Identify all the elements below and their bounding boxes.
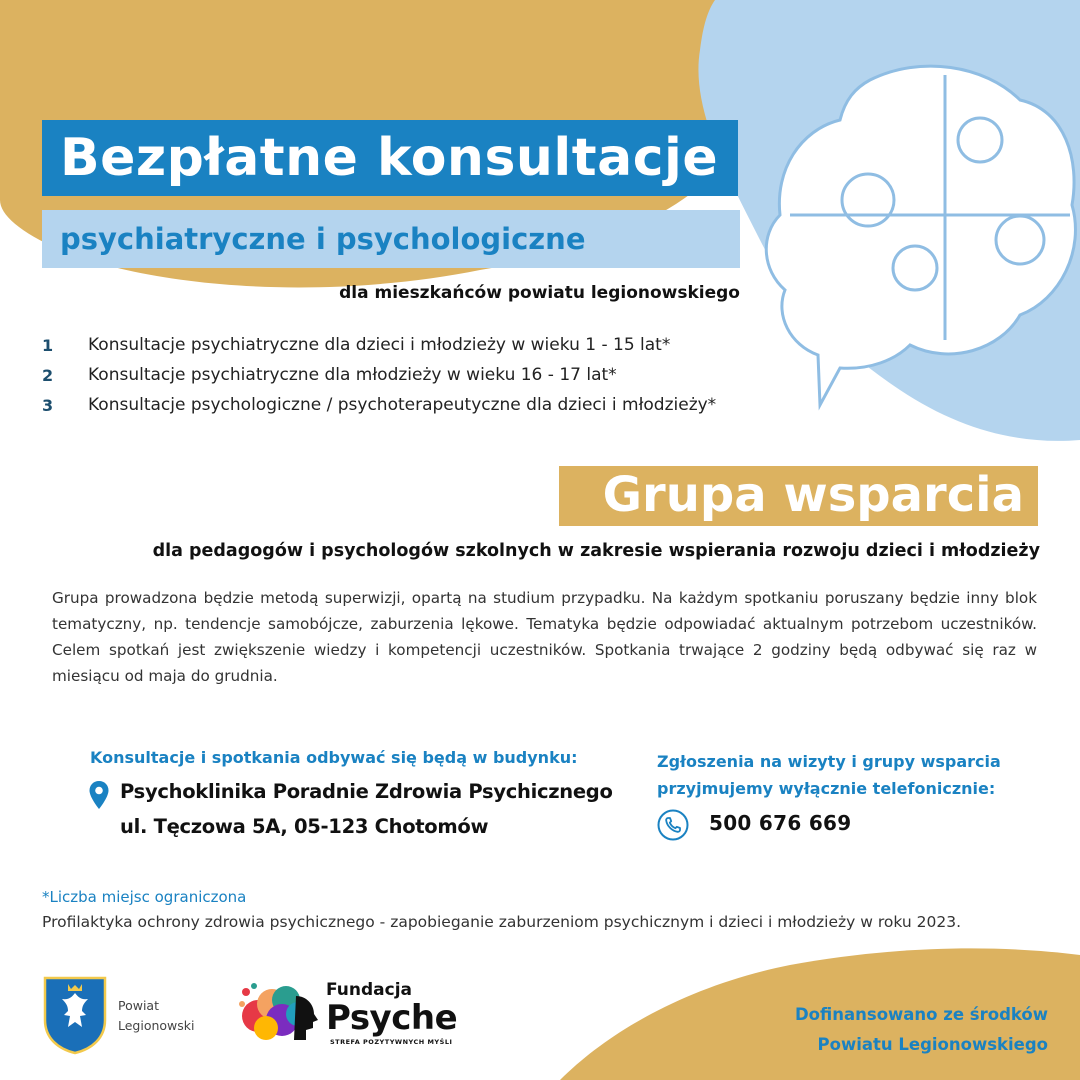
psyche-logo-line1: Fundacja [326, 980, 412, 1000]
powiat-crest-logo [42, 975, 108, 1055]
phone-number[interactable]: 500 676 669 [709, 811, 852, 835]
support-group-title: Grupa wsparcia [559, 466, 1038, 526]
funding-line1: Dofinansowano ze środków [794, 1005, 1048, 1024]
list-text: Konsultacje psychiatryczne dla dzieci i młodzieży w wieku 1 - 15 lat* [88, 335, 671, 355]
list-number: 3 [42, 395, 54, 415]
list-text: Konsultacje psychiatryczne dla młodzieży w wieku 16 - 17 lat* [88, 365, 617, 385]
powiat-logo-text [118, 996, 208, 1036]
psyche-logo-tagline: STREFA POZYTYWNYCH MYŚLI [330, 1038, 453, 1046]
venue-address: ul. Tęczowa 5A, 05-123 Chotomów [120, 815, 489, 838]
powiat-line1: Powiat [118, 998, 159, 1013]
funding-text [795, 1000, 1048, 1060]
consultation-list [42, 330, 802, 420]
footnote: *Liczba miejsc ograniczona [42, 888, 247, 906]
phone-icon [657, 809, 689, 841]
list-item [42, 390, 802, 420]
venue-label: Konsultacje i spotkania odbywać się będą w budynku: [90, 748, 578, 767]
psyche-logo-art [238, 978, 322, 1044]
powiat-line2: Legionowski [118, 1018, 195, 1033]
support-group-subtitle: dla pedagogów i psychologów szkolnych w zakresie wspierania rozwoju dzieci i młodzieży [152, 541, 1040, 561]
list-text: Konsultacje psychologiczne / psychoterapeutyczne dla dzieci i młodzieży* [88, 395, 717, 415]
main-title: Bezpłatne konsultacje [42, 120, 738, 196]
program-name: Profilaktyka ochrony zdrowia psychicznego - zapobieganie zaburzeniom psychicznym i dzieci i młodzieży w roku 2023. [42, 913, 961, 931]
support-group-description: Grupa prowadzona będzie metodą superwizji, opartą na studium przypadku. Na każdym spotkaniu poruszany będzie inny blok tematyczny, np. tendencje samobójcze, zaburzenia lękowe. Tematyka będzie odpowiadać aktualnym potrzebom uczestników. Celem spotkań jest zwiększenie wiedzy i kompetencji uczestników. Spotkania trwające 2 godziny będą odbywać się raz w miesiącu od maja do grudnia. [52, 589, 1037, 685]
venue-name: Psychoklinika Poradnie Zdrowia Psychicznego [120, 780, 613, 803]
list-number: 1 [42, 335, 54, 355]
location-pin-icon [88, 780, 110, 810]
psyche-logo-line2: Psyche [326, 998, 458, 1038]
funding-line2: Powiatu Legionowskiego [817, 1035, 1048, 1054]
list-item [42, 330, 802, 360]
audience-text: dla mieszkańców powiatu legionowskiego [339, 283, 740, 303]
registration-label: Zgłoszenia na wizyty i grupy wsparcia przyjmujemy wyłącznie telefonicznie: [657, 752, 1001, 798]
list-number: 2 [42, 365, 54, 385]
list-item [42, 360, 802, 390]
subtitle-banner: psychiatryczne i psychologiczne [42, 210, 740, 268]
